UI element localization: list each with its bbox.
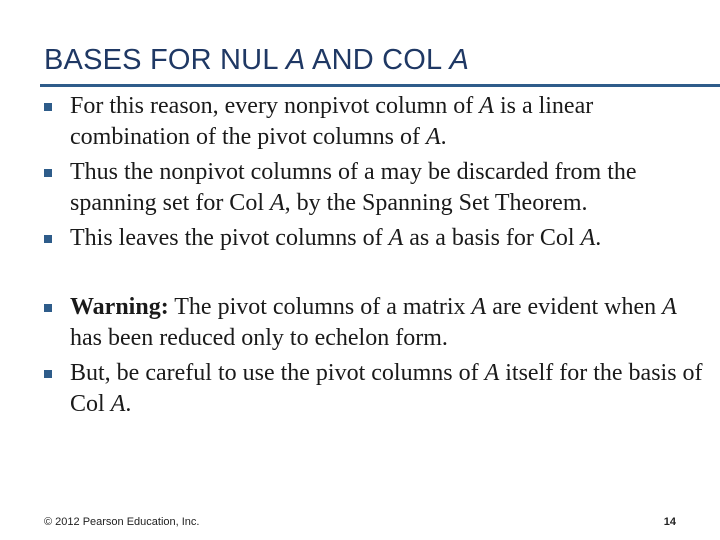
bullet-item bbox=[44, 358, 704, 420]
math-var: A bbox=[471, 294, 487, 320]
bullet-text: is a linear combination of the pivot columns of bbox=[70, 93, 594, 150]
square-bullet-icon bbox=[44, 169, 52, 177]
title-part: AND COL bbox=[305, 44, 450, 76]
math-var: A bbox=[662, 294, 677, 320]
bullet-gap bbox=[44, 258, 704, 288]
bullet-text: For this reason, every nonpivot column of bbox=[70, 93, 480, 119]
bullet-text: This leaves the pivot columns of bbox=[70, 225, 389, 251]
math-var: A bbox=[479, 93, 494, 119]
bullet-text: . bbox=[595, 225, 602, 251]
copyright-footer: © 2012 Pearson Education, Inc. bbox=[44, 516, 200, 528]
title-divider bbox=[40, 84, 720, 87]
math-var: A bbox=[388, 225, 404, 251]
bullet-text: , by the Spanning Set Theorem. bbox=[284, 190, 588, 216]
slide-title bbox=[44, 44, 469, 77]
bullet-item bbox=[44, 91, 704, 153]
square-bullet-icon bbox=[44, 235, 52, 243]
math-var: A bbox=[110, 391, 126, 417]
bullet-text: The pivot columns of a matrix bbox=[168, 294, 472, 320]
square-bullet-icon bbox=[44, 103, 52, 111]
bullet-text: itself for the basis of Col bbox=[70, 360, 703, 417]
title-part: BASES FOR NUL bbox=[44, 44, 286, 76]
bullet-text: are evident when bbox=[486, 294, 663, 320]
title-part: A bbox=[285, 44, 306, 76]
bullet-list bbox=[44, 91, 704, 424]
bullet-item bbox=[44, 223, 704, 254]
math-var: A bbox=[580, 225, 596, 251]
square-bullet-icon bbox=[44, 304, 52, 312]
bullet-text: has been reduced only to echelon form. bbox=[70, 325, 448, 351]
bullet-item bbox=[44, 292, 704, 354]
bullet-text: . bbox=[440, 124, 447, 150]
square-bullet-icon bbox=[44, 370, 52, 378]
bullet-text: But, be careful to use the pivot columns of bbox=[70, 360, 485, 386]
bullet-text: Thus the nonpivot columns of a may be discarded from the spanning set for Col bbox=[70, 159, 637, 216]
math-var: A bbox=[484, 360, 500, 386]
bullet-item bbox=[44, 157, 704, 219]
math-var: A bbox=[269, 190, 285, 216]
bullet-text: as a basis for Col bbox=[403, 225, 581, 251]
page-number: 14 bbox=[663, 516, 676, 528]
bullet-text: . bbox=[125, 391, 132, 417]
title-part: A bbox=[449, 44, 470, 76]
warning-label: Warning: bbox=[70, 294, 169, 320]
math-var: A bbox=[425, 124, 441, 150]
